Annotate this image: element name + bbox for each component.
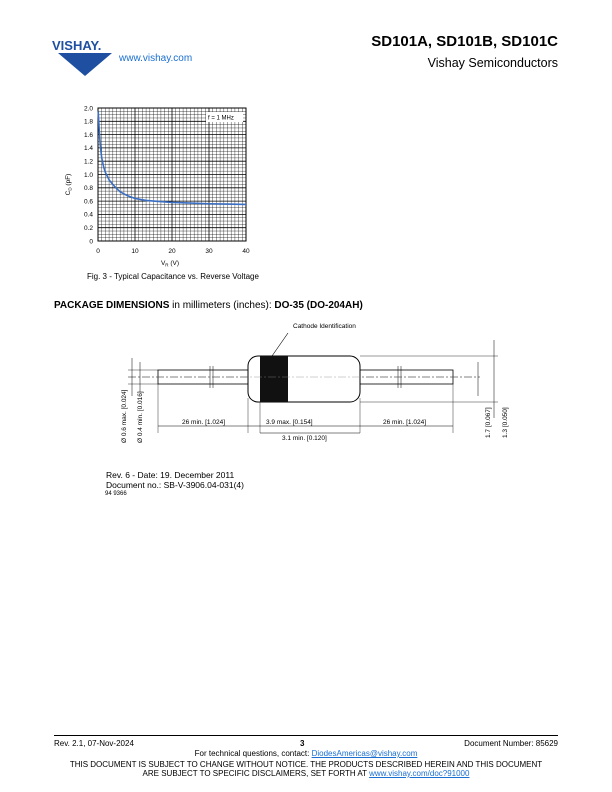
dim-left-lead: 26 min. [1.024] [182,419,225,426]
y-axis-label: $C_D$ (pF) [65,173,73,196]
x-axis-label: $V_R$ (V) [160,260,180,268]
vishay-logo [52,37,118,77]
x-tick-label: 10 [131,248,139,255]
x-tick-label: 20 [168,248,176,255]
y-tick-label: 0.8 [83,185,93,193]
y-tick-label: 0 [89,238,93,246]
dim-body-min: 3.1 min. [0.120] [282,435,327,442]
y-tick-label: 2.0 [83,105,93,113]
dim-body-dia-min: 1.3 [0.050] [502,407,509,438]
footer-divider [54,735,558,736]
y-tick-label: 0.6 [83,198,93,206]
drawing-code: 94 9366 [105,491,127,497]
y-tick-label: 1.0 [83,171,93,179]
package-title-units: in millimeters (inches): [169,300,275,311]
document-number-line: Document no.: SB-V-3906.04-031(4) [106,480,244,490]
cathode-leader-line [272,333,288,356]
x-tick-label: 30 [205,248,213,255]
footer-doc-number: Document Number: 85629 [464,739,558,748]
package-dimensions-title [54,300,363,311]
logo-wordmark: VISHAY. [52,38,102,53]
dim-lead-dia-max: Ø 0.6 max. [0.024] [121,389,128,443]
website-link[interactable]: www.vishay.com [119,53,193,64]
revision-block [106,470,244,490]
disclaimer-line-1: THIS DOCUMENT IS SUBJECT TO CHANGE WITHOUT NOTICE. THE PRODUCTS DESCRIBED HEREIN AND THIS DOCUMENT [69,760,543,769]
y-tick-label: 0.2 [83,225,93,232]
logo-triangle-icon [58,53,112,76]
footer-contact [0,749,612,758]
footer-revision: Rev. 2.1, 07-Nov-2024 [54,739,134,748]
division-name: Vishay Semiconductors [427,56,558,70]
contact-prefix: For technical questions, contact: [194,749,312,758]
dim-body-dia-max: 1.7 [0.067] [485,407,492,438]
y-tick-label: 1.6 [83,131,93,139]
package-title-code: DO-35 (DO-204AH) [274,300,363,311]
package-title-bold: PACKAGE DIMENSIONS [54,300,170,311]
revision-date: Rev. 6 - Date: 19. December 2011 [106,470,235,480]
dim-body-max: 3.9 max. [0.154] [266,419,313,426]
y-tick-label: 1.2 [83,158,93,166]
contact-email-link[interactable]: DiodesAmericas@vishay.com [311,749,418,758]
x-tick-label: 40 [242,248,250,255]
y-tick-label: 1.4 [83,145,93,153]
footer-disclaimer [0,760,612,778]
disclaimer-link[interactable]: www.vishay.com/doc?91000 [369,769,470,778]
disclaimer-line-2 [0,769,612,778]
page-number: 3 [300,739,305,748]
part-numbers-title: SD101A, SD101B, SD101C [371,33,558,50]
dim-right-lead: 26 min. [1.024] [383,419,426,426]
dim-lead-dia-min: Ø 0.4 min. [0.016] [137,391,144,443]
cathode-label: Cathode Identification [293,323,356,330]
y-tick-label: 0.4 [83,211,93,219]
y-tick-label: 1.8 [83,118,93,126]
cathode-band [260,356,288,402]
x-tick-label: 0 [96,248,100,255]
disclaimer-prefix: ARE SUBJECT TO SPECIFIC DISCLAIMERS, SET FORTH AT [142,769,370,778]
package-drawing [100,318,520,448]
annotation-text: f = 1 MHz [208,115,234,122]
capacitance-chart [52,100,262,272]
figure-caption: Fig. 3 - Typical Capacitance vs. Reverse Voltage [87,272,259,281]
